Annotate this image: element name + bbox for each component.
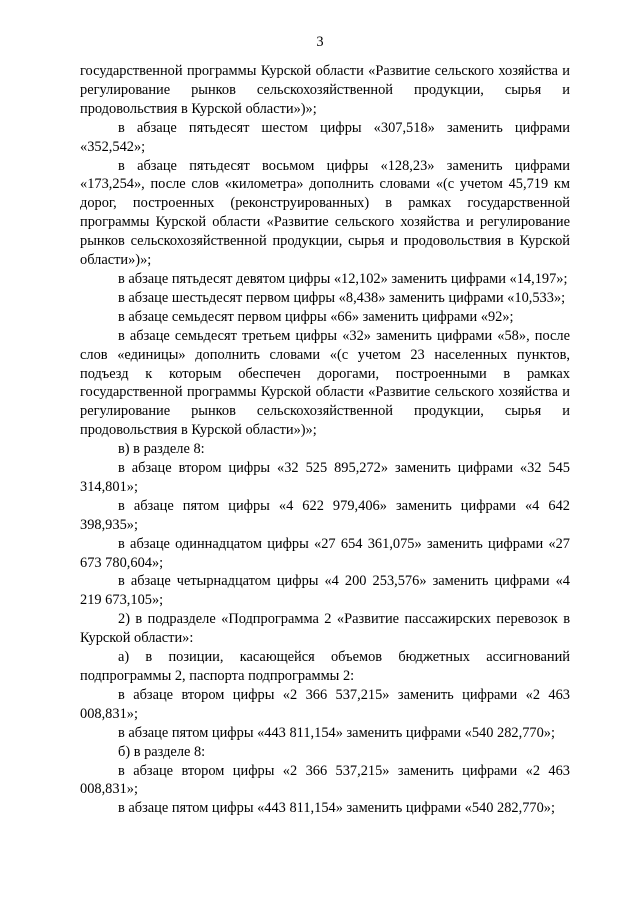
paragraph: в абзаце семьдесят третьем цифры «32» заменить цифрами «58», после слов «единицы» дополнить словами «(с учетом 23 населенных пунктов, подъезд к которым обеспечен дорогами, построенными в рамках государственной программы Курской области «Развитие сельского хозяйства и регулирование рынков сельскохозяйственной продукции, сырья и продовольствия в Курской области»)»; <box>80 327 570 439</box>
page-number: 3 <box>316 34 324 50</box>
paragraph: в абзаце пятом цифры «443 811,154» заменить цифрами «540 282,770»; <box>118 800 555 817</box>
paragraph: б) в разделе 8: <box>118 743 206 760</box>
paragraph: в абзаце пятьдесят девятом цифры «12,102» заменить цифрами «14,197»; <box>118 270 568 287</box>
paragraph: в абзаце пятьдесят шестом цифры «307,518» заменить цифрами «352,542»; <box>80 119 570 155</box>
paragraph: в) в разделе 8: <box>118 441 205 458</box>
paragraph: в абзаце пятьдесят восьмом цифры «128,23» заменить цифрами «173,254», после слов «километра» дополнить словами «(с учетом 45,719 км дорог, построенных (реконструированных) в рамках государственной программы Курской области «Развитие сельского хозяйства и регулирование рынков сельскохозяйственной продукции, сырья и продовольствия в Курской области»)»; <box>80 157 570 269</box>
document-body <box>80 62 570 818</box>
paragraph: в абзаце одиннадцатом цифры «27 654 361,075» заменить цифрами «27 673 780,604»; <box>80 535 570 571</box>
paragraph: в абзаце шестьдесят первом цифры «8,438» заменить цифрами «10,533»; <box>118 289 566 306</box>
paragraph: в абзаце втором цифры «2 366 537,215» заменить цифрами «2 463 008,831»; <box>80 762 570 798</box>
paragraph: в абзаце втором цифры «32 525 895,272» заменить цифрами «32 545 314,801»; <box>80 460 570 495</box>
paragraph: государственной программы Курской области «Развитие сельского хозяйства и регулирование рынков сельскохозяйственной продукции, сырья и продовольствия в Курской области»)»; <box>80 63 570 117</box>
paragraph: в абзаце пятом цифры «443 811,154» заменить цифрами «540 282,770»; <box>118 724 555 741</box>
paragraph: а) в позиции, касающейся объемов бюджетных ассигнований подпрограммы 2, паспорта подпрограммы 2: <box>80 649 570 684</box>
paragraph: в абзаце пятом цифры «4 622 979,406» заменить цифрами «4 642 398,935»; <box>80 497 570 533</box>
paragraph: в абзаце втором цифры «2 366 537,215» заменить цифрами «2 463 008,831»; <box>80 686 570 722</box>
paragraph: в абзаце четырнадцатом цифры «4 200 253,576» заменить цифрами «4 219 673,105»; <box>80 573 570 609</box>
paragraph: в абзаце семьдесят первом цифры «66» заменить цифрами «92»; <box>118 308 514 325</box>
paragraph: 2) в подразделе «Подпрограмма 2 «Развитие пассажирских перевозок в Курской области»: <box>80 611 570 647</box>
